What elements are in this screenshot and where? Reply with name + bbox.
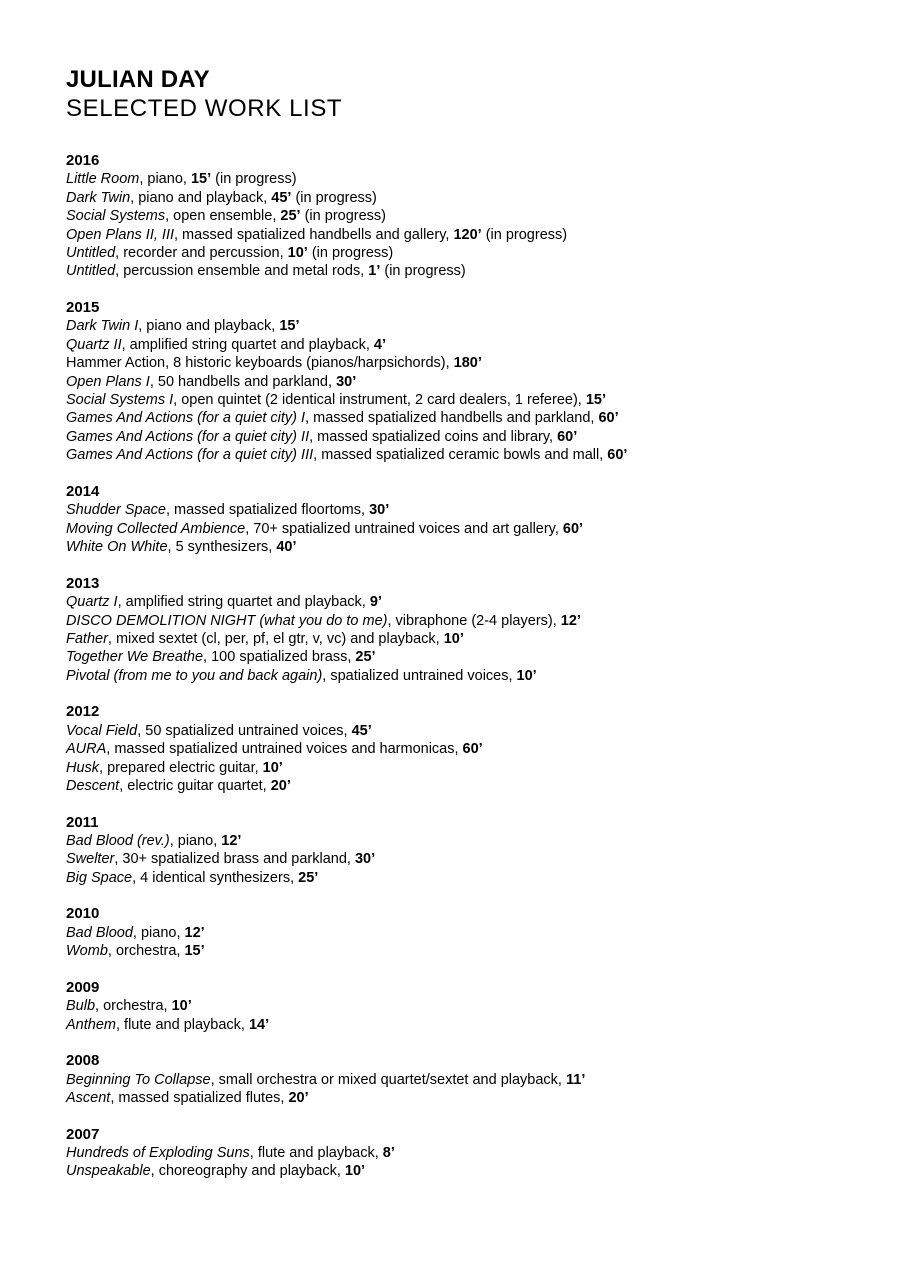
work-description: , massed spatialized flutes, [110, 1089, 289, 1106]
year-heading: 2012 [66, 703, 100, 721]
work-entry [66, 740, 886, 758]
work-description: , piano and playback, [130, 189, 272, 206]
work-duration: 40’ [276, 539, 297, 556]
work-duration: 25’ [298, 869, 319, 886]
work-description: , amplified string quartet and playback, [117, 594, 370, 611]
year-heading: 2011 [66, 813, 99, 831]
year-section [66, 1052, 886, 1107]
year-section [66, 814, 886, 888]
work-duration: 12’ [560, 612, 581, 629]
work-title-italic: Pivotal (from me to you and back again) [66, 667, 323, 684]
work-description: , massed spatialized handbells and parkland, [305, 410, 599, 427]
work-description: , piano, [132, 924, 185, 941]
work-title-italic: Quartz II [66, 336, 122, 353]
work-title-italic: Untitled [66, 263, 116, 280]
work-description: , 5 synthesizers, [167, 539, 277, 556]
work-duration: 1’ [368, 263, 381, 280]
work-title-italic: DISCO DEMOLITION NIGHT (what you do to me) [66, 612, 388, 629]
work-title-italic: Bad Blood (rev.) [66, 832, 170, 849]
year-section [66, 1126, 886, 1181]
work-entry [66, 244, 886, 262]
work-list [66, 152, 886, 1181]
work-duration: 10’ [443, 630, 464, 647]
work-duration: 12’ [184, 924, 205, 941]
work-duration: 60’ [598, 410, 619, 427]
work-status-note: (in progress) [307, 245, 394, 262]
work-title-italic: Games And Actions (for a quiet city) III [66, 447, 314, 464]
work-duration: 20’ [270, 777, 291, 794]
work-title-italic: Hundreds of Exploding Suns [66, 1144, 250, 1161]
year-heading: 2008 [66, 1052, 100, 1070]
work-title-italic: Games And Actions (for a quiet city) I [66, 410, 306, 427]
work-title-italic: Open Plans II, III [66, 226, 174, 243]
work-entry [66, 538, 886, 556]
work-entry [66, 1089, 886, 1107]
author-name: JULIAN DAY [66, 66, 210, 93]
work-duration: 25’ [355, 649, 376, 666]
work-entry [66, 170, 886, 188]
work-description: , 4 identical synthesizers, [132, 869, 299, 886]
work-duration: 10’ [344, 1163, 366, 1180]
work-title-italic: Dark Twin [66, 189, 131, 206]
document-page [66, 66, 886, 1199]
work-duration: 10’ [516, 667, 537, 684]
work-entry [66, 226, 886, 244]
work-description: , electric guitar quartet, [119, 777, 271, 794]
work-title-italic: Ascent [66, 1089, 111, 1106]
work-duration: 25’ [280, 208, 301, 225]
work-entry [66, 1162, 886, 1180]
work-title-italic: Bad Blood [66, 924, 133, 941]
work-entry [66, 1071, 886, 1089]
work-duration: 60’ [607, 447, 628, 464]
work-description: , flute and playback, [115, 1016, 249, 1033]
work-title-italic: Social Systems I [66, 392, 174, 409]
work-title-italic: Swelter [66, 851, 115, 868]
work-description: , piano, [169, 832, 222, 849]
work-description: , 8 historic keyboards (pianos/harpsichords), [165, 355, 454, 372]
work-description: , piano and playback, [138, 318, 280, 335]
work-entry [66, 777, 886, 795]
work-description: , orchestra, [107, 943, 185, 960]
work-entry [66, 428, 886, 446]
work-status-note: (in progress) [300, 208, 386, 225]
work-title-italic: AURA [66, 741, 107, 758]
work-duration: 4’ [373, 336, 386, 353]
work-title-italic: White On White [66, 539, 168, 556]
work-duration: 45’ [271, 189, 292, 206]
work-entry [66, 759, 886, 777]
work-entry [66, 501, 886, 519]
work-description: , vibraphone (2-4 players), [387, 612, 561, 629]
work-title-italic: Social Systems [66, 208, 166, 225]
year-section [66, 703, 886, 795]
work-entry [66, 262, 886, 280]
work-title-italic: Together We Breathe [66, 649, 204, 666]
work-description: , massed spatialized untrained voices and harmonicas, [106, 741, 463, 758]
year-section [66, 152, 886, 281]
year-heading: 2009 [66, 978, 100, 996]
year-heading: 2016 [66, 152, 100, 169]
work-title-italic: Vocal Field [66, 722, 138, 739]
work-entry [66, 391, 886, 409]
work-duration: 15’ [190, 171, 212, 188]
work-entry [66, 593, 886, 611]
year-heading: 2014 [66, 482, 100, 500]
work-title-italic: Husk [66, 759, 100, 776]
work-entry [66, 869, 886, 887]
work-description: , flute and playback, [249, 1144, 383, 1161]
work-entry [66, 207, 886, 225]
work-title-italic: Games And Actions (for a quiet city) II [66, 428, 310, 445]
year-section [66, 483, 886, 557]
work-description: , 50 handbells and parkland, [149, 373, 337, 390]
work-duration: 10’ [171, 998, 192, 1015]
work-duration: 10’ [287, 245, 308, 262]
work-status-note: (in progress) [211, 171, 297, 188]
work-title-italic: Bulb [66, 998, 96, 1015]
work-description: , orchestra, [95, 998, 172, 1015]
work-description: , massed spatialized coins and library, [309, 428, 558, 445]
work-description: , small orchestra or mixed quartet/sextet and playback, [210, 1071, 566, 1088]
work-title-italic: Unspeakable [66, 1163, 151, 1180]
work-status-note: (in progress) [481, 226, 568, 243]
work-entry [66, 1144, 886, 1162]
work-entry [66, 409, 886, 427]
work-description: , 50 spatialized untrained voices, [137, 722, 352, 739]
work-entry [66, 1016, 886, 1034]
work-duration: 15’ [184, 943, 205, 960]
work-entry [66, 373, 886, 391]
work-title-italic: Womb [66, 943, 108, 960]
work-duration: 30’ [369, 502, 390, 519]
work-entry [66, 612, 886, 630]
work-description: , recorder and percussion, [115, 245, 288, 262]
work-duration: 180’ [453, 355, 482, 372]
work-duration: 60’ [462, 741, 483, 758]
work-description: , open quintet (2 identical instrument, 2 card dealers, 1 referee), [173, 392, 586, 409]
year-section [66, 575, 886, 685]
work-entry [66, 520, 886, 538]
work-title-italic: Beginning To Collapse [66, 1071, 211, 1088]
work-duration: 30’ [354, 851, 376, 868]
work-description: , open ensemble, [165, 208, 281, 225]
work-title-italic: Anthem [66, 1016, 116, 1033]
work-entry [66, 924, 886, 942]
work-entry [66, 446, 886, 464]
work-entry [66, 630, 886, 648]
work-duration: 8’ [382, 1144, 395, 1161]
work-entry [66, 667, 886, 685]
year-heading: 2013 [66, 574, 100, 592]
work-entry [66, 354, 886, 372]
work-entry [66, 317, 886, 335]
work-description: , 100 spatialized brass, [203, 649, 356, 666]
work-description: , percussion ensemble and metal rods, [115, 263, 369, 280]
work-duration: 14’ [248, 1016, 270, 1033]
work-description: , spatialized untrained voices, [322, 667, 517, 684]
work-entry [66, 850, 886, 868]
work-status-note: (in progress) [291, 189, 377, 206]
work-title-italic: Open Plans I [66, 373, 150, 390]
year-section [66, 299, 886, 465]
document-title: SELECTED WORK LIST [66, 95, 343, 122]
work-entry [66, 189, 886, 207]
year-heading: 2007 [66, 1125, 100, 1143]
work-entry [66, 648, 886, 666]
work-description: , prepared electric guitar, [99, 759, 263, 776]
work-duration: 45’ [351, 722, 372, 739]
work-title: Hammer Action [66, 355, 166, 372]
work-entry [66, 942, 886, 960]
year-heading: 2010 [66, 905, 100, 923]
work-title-italic: Quartz I [66, 594, 118, 611]
work-duration: 12’ [221, 832, 242, 849]
year-section [66, 905, 886, 960]
work-entry [66, 722, 886, 740]
work-description: , mixed sextet (cl, per, pf, el gtr, v, vc) and playback, [107, 630, 444, 647]
work-duration: 11’ [566, 1071, 586, 1088]
work-entry [66, 832, 886, 850]
work-title-italic: Dark Twin I [66, 318, 139, 335]
work-title-italic: Father [66, 630, 108, 647]
work-description: , 30+ spatialized brass and parkland, [114, 851, 355, 868]
work-title-italic: Big Space [66, 869, 133, 886]
work-duration: 15’ [279, 318, 300, 335]
work-description: , amplified string quartet and playback, [121, 336, 374, 353]
work-duration: 10’ [262, 759, 283, 776]
work-description: , massed spatialized ceramic bowls and mall, [313, 447, 608, 464]
work-title-italic: Little Room [66, 171, 140, 188]
work-description: , massed spatialized handbells and gallery, [174, 226, 454, 243]
work-duration: 15’ [585, 392, 607, 409]
work-description: , choreography and playback, [150, 1163, 345, 1180]
work-duration: 120’ [453, 226, 482, 243]
work-title-italic: Moving Collected Ambience [66, 520, 246, 537]
work-duration: 60’ [562, 520, 584, 537]
work-description: , 70+ spatialized untrained voices and art gallery, [245, 520, 563, 537]
work-duration: 20’ [288, 1089, 309, 1106]
work-entry [66, 336, 886, 354]
work-duration: 9’ [369, 594, 382, 611]
work-description: , massed spatialized floortoms, [165, 502, 370, 519]
work-entry [66, 997, 886, 1015]
work-duration: 60’ [557, 428, 578, 445]
work-title-italic: Shudder Space [66, 502, 166, 519]
year-section [66, 979, 886, 1034]
work-duration: 30’ [336, 373, 357, 390]
year-heading: 2015 [66, 299, 100, 317]
work-title-italic: Untitled [66, 245, 116, 262]
work-description: , piano, [139, 171, 191, 188]
work-status-note: (in progress) [380, 263, 466, 280]
work-title-italic: Descent [66, 777, 120, 794]
